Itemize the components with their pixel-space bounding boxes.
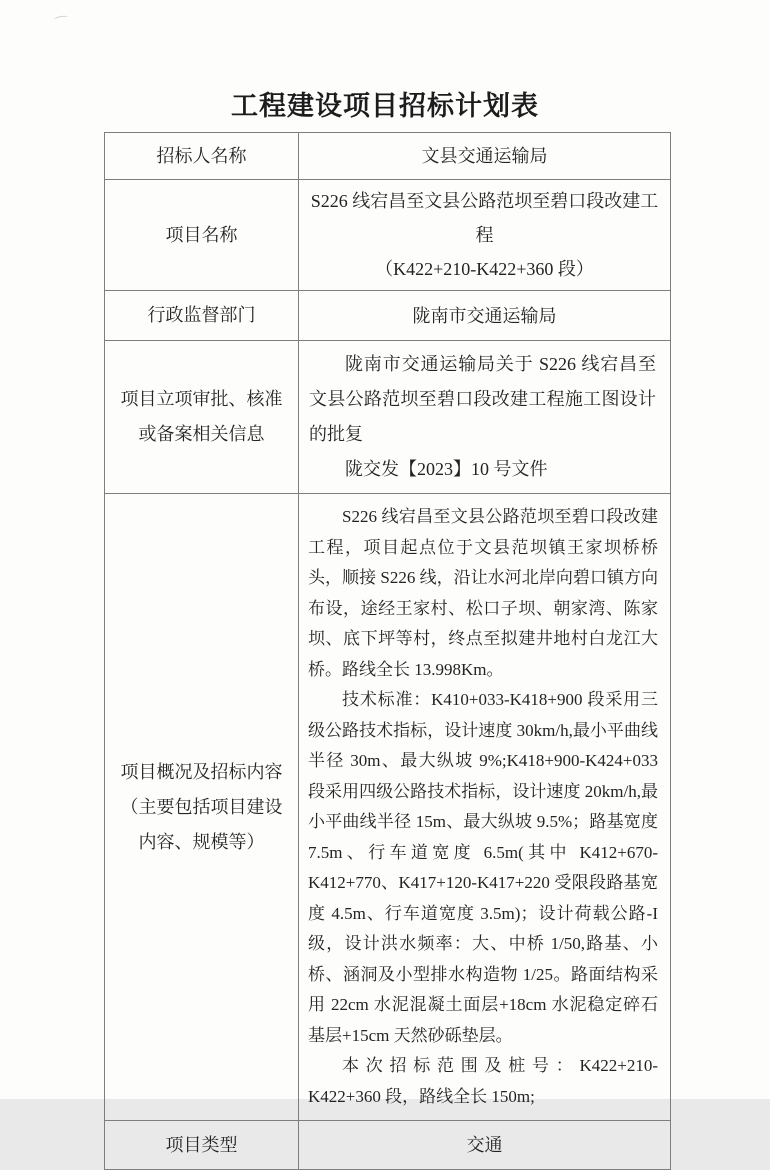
bidding-plan-table <box>104 132 671 1170</box>
row-value-bidder-name: 文县交通运输局 <box>299 133 671 180</box>
row-label-supervising-department: 行政监督部门 <box>105 291 299 341</box>
row-label-project-type: 项目类型 <box>105 1121 299 1170</box>
project-name-line1: S226 线宕昌至文县公路范坝至碧口段改建工程 <box>310 191 659 245</box>
row-value-approval-info <box>299 341 671 494</box>
overview-technical-standard-paragraph: 技术标准：K410+033-K418+900 段采用三级公路技术指标，设计速度 30km/h,最小平曲线半径 30m、最大纵坡 9%;K418+900-K424+033 段采用四级公路技术指标，设计速度 20km/h,最小平曲线半径 15m、最大纵坡 9.5%；路基宽度 7.5m、行车道宽度 6.5m(其中 K412+670-K412+770、K417+120-K417+220 受限段路基宽度 4.5m、行车道宽度 3.5m)；设计荷载公路-I 级，设计洪水频率：大、中桥 1/50,路基、小桥、涵洞及小型排水构造物 1/25。路面结构采用 22cm 水泥混凝土面层+18cm 水泥稳定碎石基层+15cm 天然砂砾垫层。 <box>308 690 658 1045</box>
overview-route-paragraph: S226 线宕昌至文县公路范坝至碧口段改建工程，项目起点位于文县范坝镇王家坝桥桥头，顺接 S226 线，沿让水河北岸向碧口镇方向布设，途经王家村、松口子坝、朝家湾、陈家坝、底下坪等村，终点至拟建井地村白龙江大桥。路线全长 13.998Km。 <box>308 507 658 679</box>
table-row-approval-info <box>105 341 671 494</box>
table-row-bidder-name <box>105 133 671 180</box>
table-row-project-overview <box>105 494 671 1121</box>
table-row-project-name <box>105 180 671 291</box>
table-row-supervising-department <box>105 291 671 341</box>
overview-bid-scope-paragraph: 本次招标范围及桩号：K422+210-K422+360 段，路线全长 150m; <box>308 1056 658 1106</box>
row-value-supervising-department: 陇南市交通运输局 <box>299 291 671 341</box>
row-value-project-name <box>299 180 671 291</box>
row-label-project-name: 项目名称 <box>105 180 299 291</box>
row-value-project-type: 交通 <box>299 1121 671 1170</box>
approval-paragraph: 陇南市交通运输局关于 S226 线宕昌至文县公路范坝至碧口段改建工程施工图设计的批复 <box>309 354 656 444</box>
row-label-approval-info: 项目立项审批、核准或备案相关信息 <box>105 341 299 494</box>
row-label-bidder-name: 招标人名称 <box>105 133 299 180</box>
approval-document-number: 陇交发【2023】10 号文件 <box>345 459 548 479</box>
page-title: 工程建设项目招标计划表 <box>231 91 539 121</box>
table-row-project-type <box>105 1121 671 1170</box>
project-name-line2: （K422+210-K422+360 段） <box>375 259 594 279</box>
row-label-project-overview: 项目概况及招标内容（主要包括项目建设内容、规模等） <box>105 494 299 1121</box>
row-value-project-overview <box>299 494 671 1121</box>
